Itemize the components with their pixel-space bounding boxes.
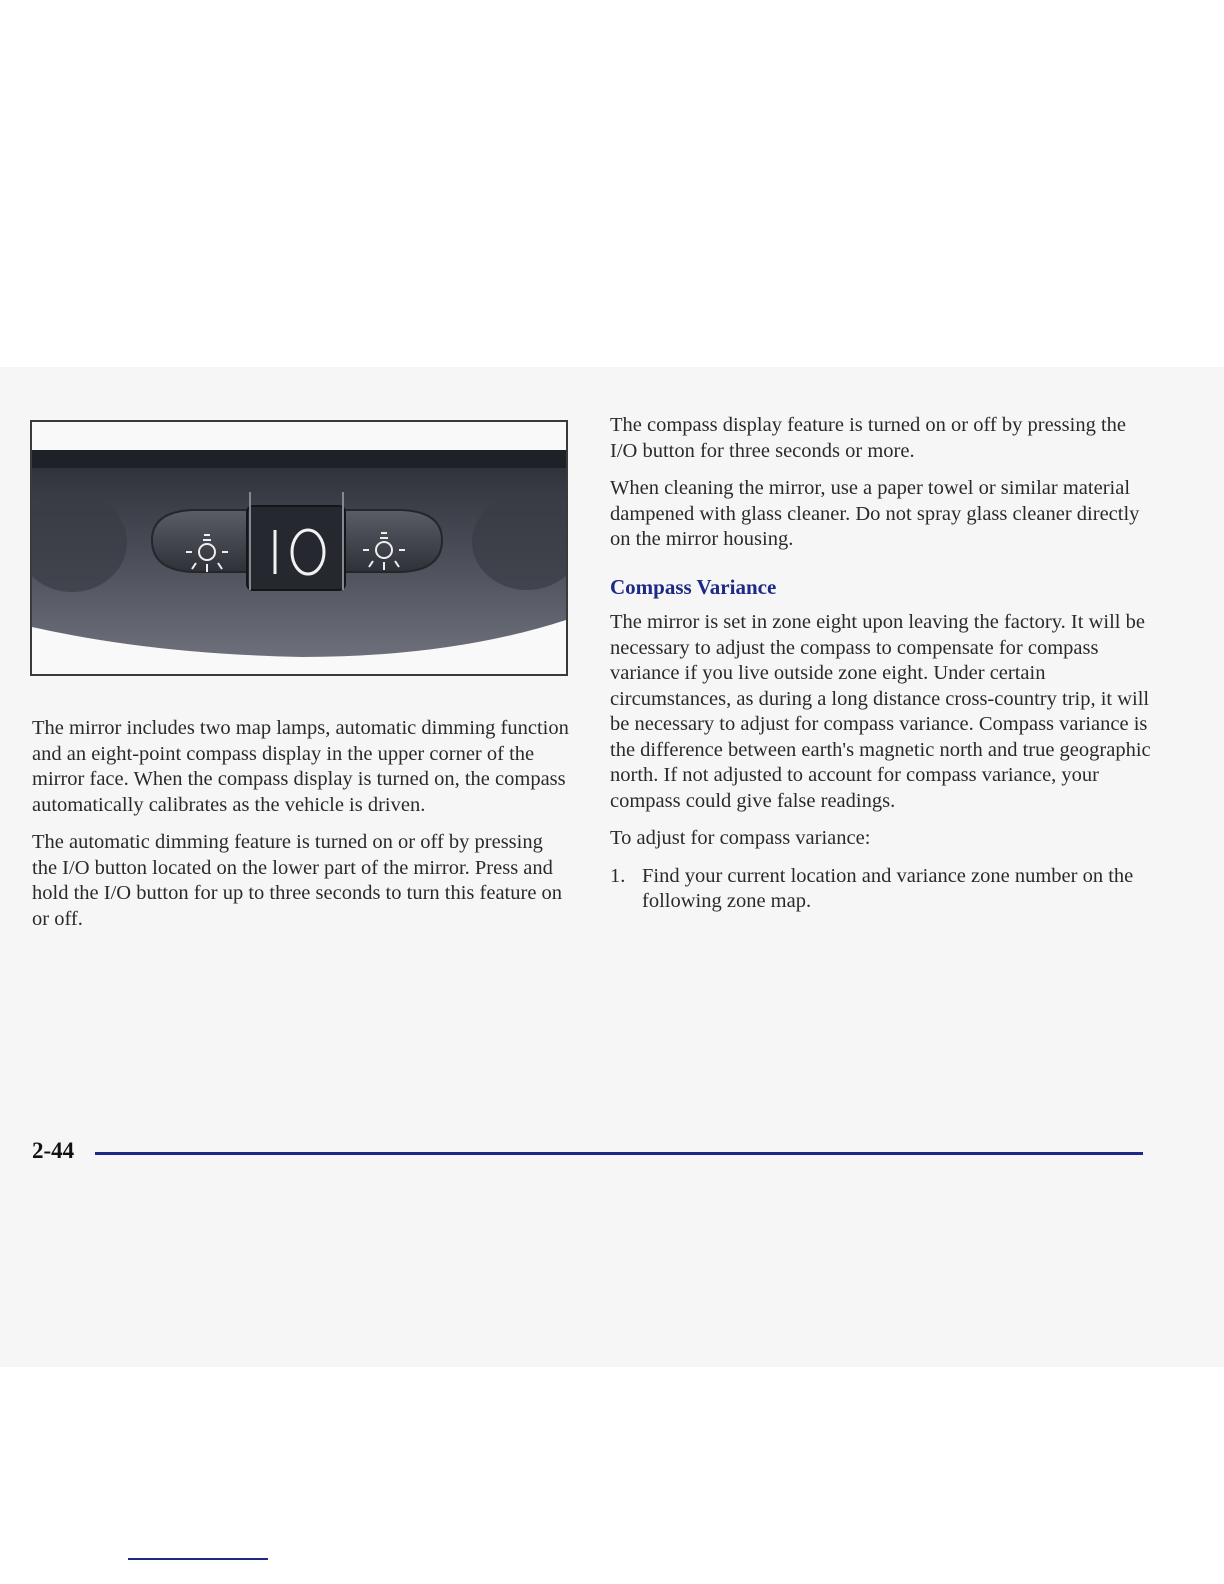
- cleaning-paragraph: When cleaning the mirror, use a paper towel or similar material dampened with glass cleaner. Do not spray glass cleaner directly on the mirror housing.: [610, 477, 1140, 550]
- mirror-illustration: [30, 420, 568, 676]
- footer-divider: [95, 1152, 1143, 1155]
- compass-display-paragraph: The compass display feature is turned on or off by pressing the I/O button for three seconds or more.: [610, 414, 1126, 462]
- intro-paragraph: The mirror includes two map lamps, automatic dimming function and an eight-point compass display in the upper corner of the mirror face. When the compass display is turned on, the compass automatically calibrates as the vehicle is driven.: [32, 717, 569, 816]
- page-number: 2-44: [32, 1138, 75, 1163]
- adjust-intro: To adjust for compass variance:: [610, 827, 871, 849]
- dimming-paragraph: The automatic dimming feature is turned on or off by pressing the I/O button located on the lower part of the mirror. Press and hold the I/O button for up to three seconds to turn this feature on or off.: [32, 831, 563, 930]
- step-number: 1.: [610, 864, 626, 887]
- section-heading: Compass Variance: [610, 574, 777, 599]
- left-column: [32, 716, 572, 944]
- step-text: Find your current location and variance zone number on the following zone map.: [642, 864, 1134, 912]
- bottom-divider: [128, 1558, 268, 1560]
- variance-paragraph: The mirror is set in zone eight upon leaving the factory. It will be necessary to adjust the compass to compensate for compass variance if you live outside zone eight. Under certain circumstances, as during a long distance cross-country trip, it will be necessary to adjust for compass variance. Compass variance is the difference between earth's magnetic north and true geographic north. If not adjusted to account for compass variance, your compass could give false readings.: [610, 611, 1151, 812]
- mirror-bottom-svg: [32, 422, 566, 674]
- step-item: [610, 864, 1155, 915]
- right-column: [610, 413, 1155, 915]
